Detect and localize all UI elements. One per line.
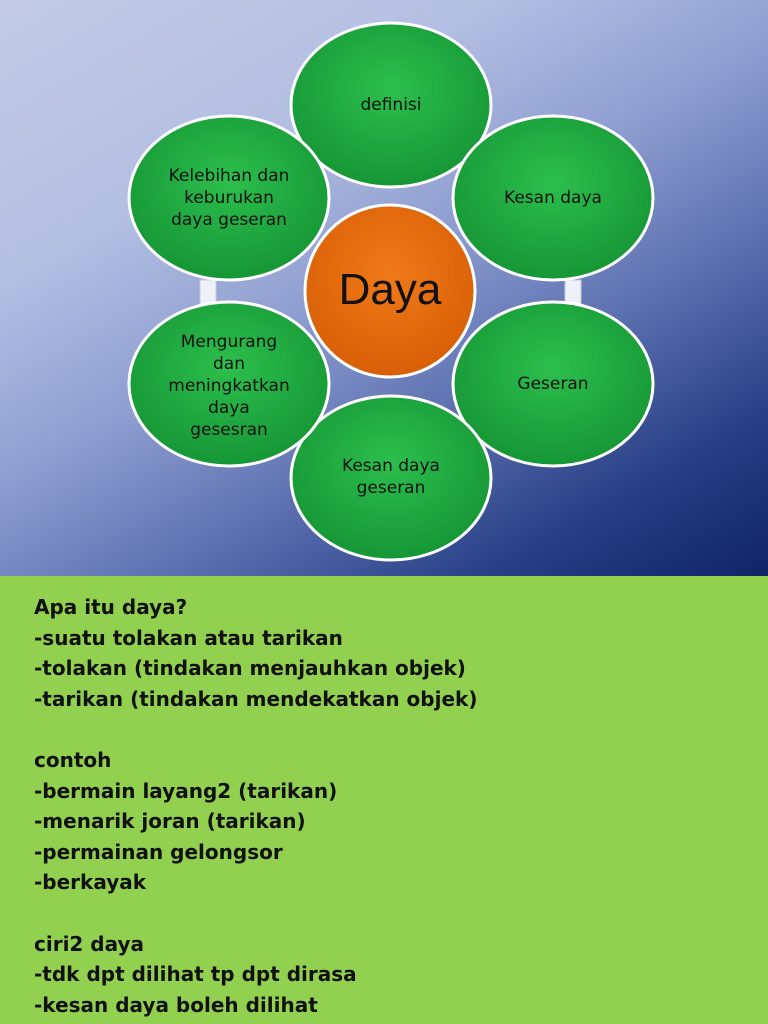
note-line: -tolakan (tindakan menjauhkan objek) — [34, 656, 466, 681]
note-line: -permainan gelongsor — [34, 839, 283, 864]
node-mengurang-label: Mengurang dan meningkatkan daya gesesran — [168, 331, 290, 441]
center-node-label: Daya — [338, 265, 442, 315]
node-kelebihan-label: Kelebihan dan keburukan daya geseran — [168, 165, 290, 231]
node-kesan-daya-label: Kesan daya — [504, 187, 602, 208]
note-line: -tarikan (tindakan mendekatkan objek) — [34, 686, 478, 711]
note-spacer — [34, 898, 768, 929]
note-line: -tdk dpt dilihat tp dpt dirasa — [34, 962, 357, 987]
note-line: -berkayak — [34, 870, 147, 895]
note-heading: ciri2 daya — [34, 931, 145, 956]
node-definisi-label: definisi — [360, 94, 422, 115]
notes-panel — [0, 576, 768, 1024]
note-spacer — [34, 714, 768, 745]
note-line: -suatu tolakan atau tarikan — [34, 625, 343, 650]
note-line: -menarik joran (tarikan) — [34, 809, 306, 834]
node-kesan-daya-geseran-label: Kesan daya geseran — [342, 455, 440, 498]
note-heading: Apa itu daya? — [34, 595, 188, 619]
node-geseran-label: Geseran — [517, 373, 589, 394]
note-heading: contoh — [34, 747, 112, 772]
note-line: -kesan daya boleh dilihat — [34, 992, 318, 1017]
note-line: -bermain layang2 (tarikan) — [34, 778, 338, 803]
